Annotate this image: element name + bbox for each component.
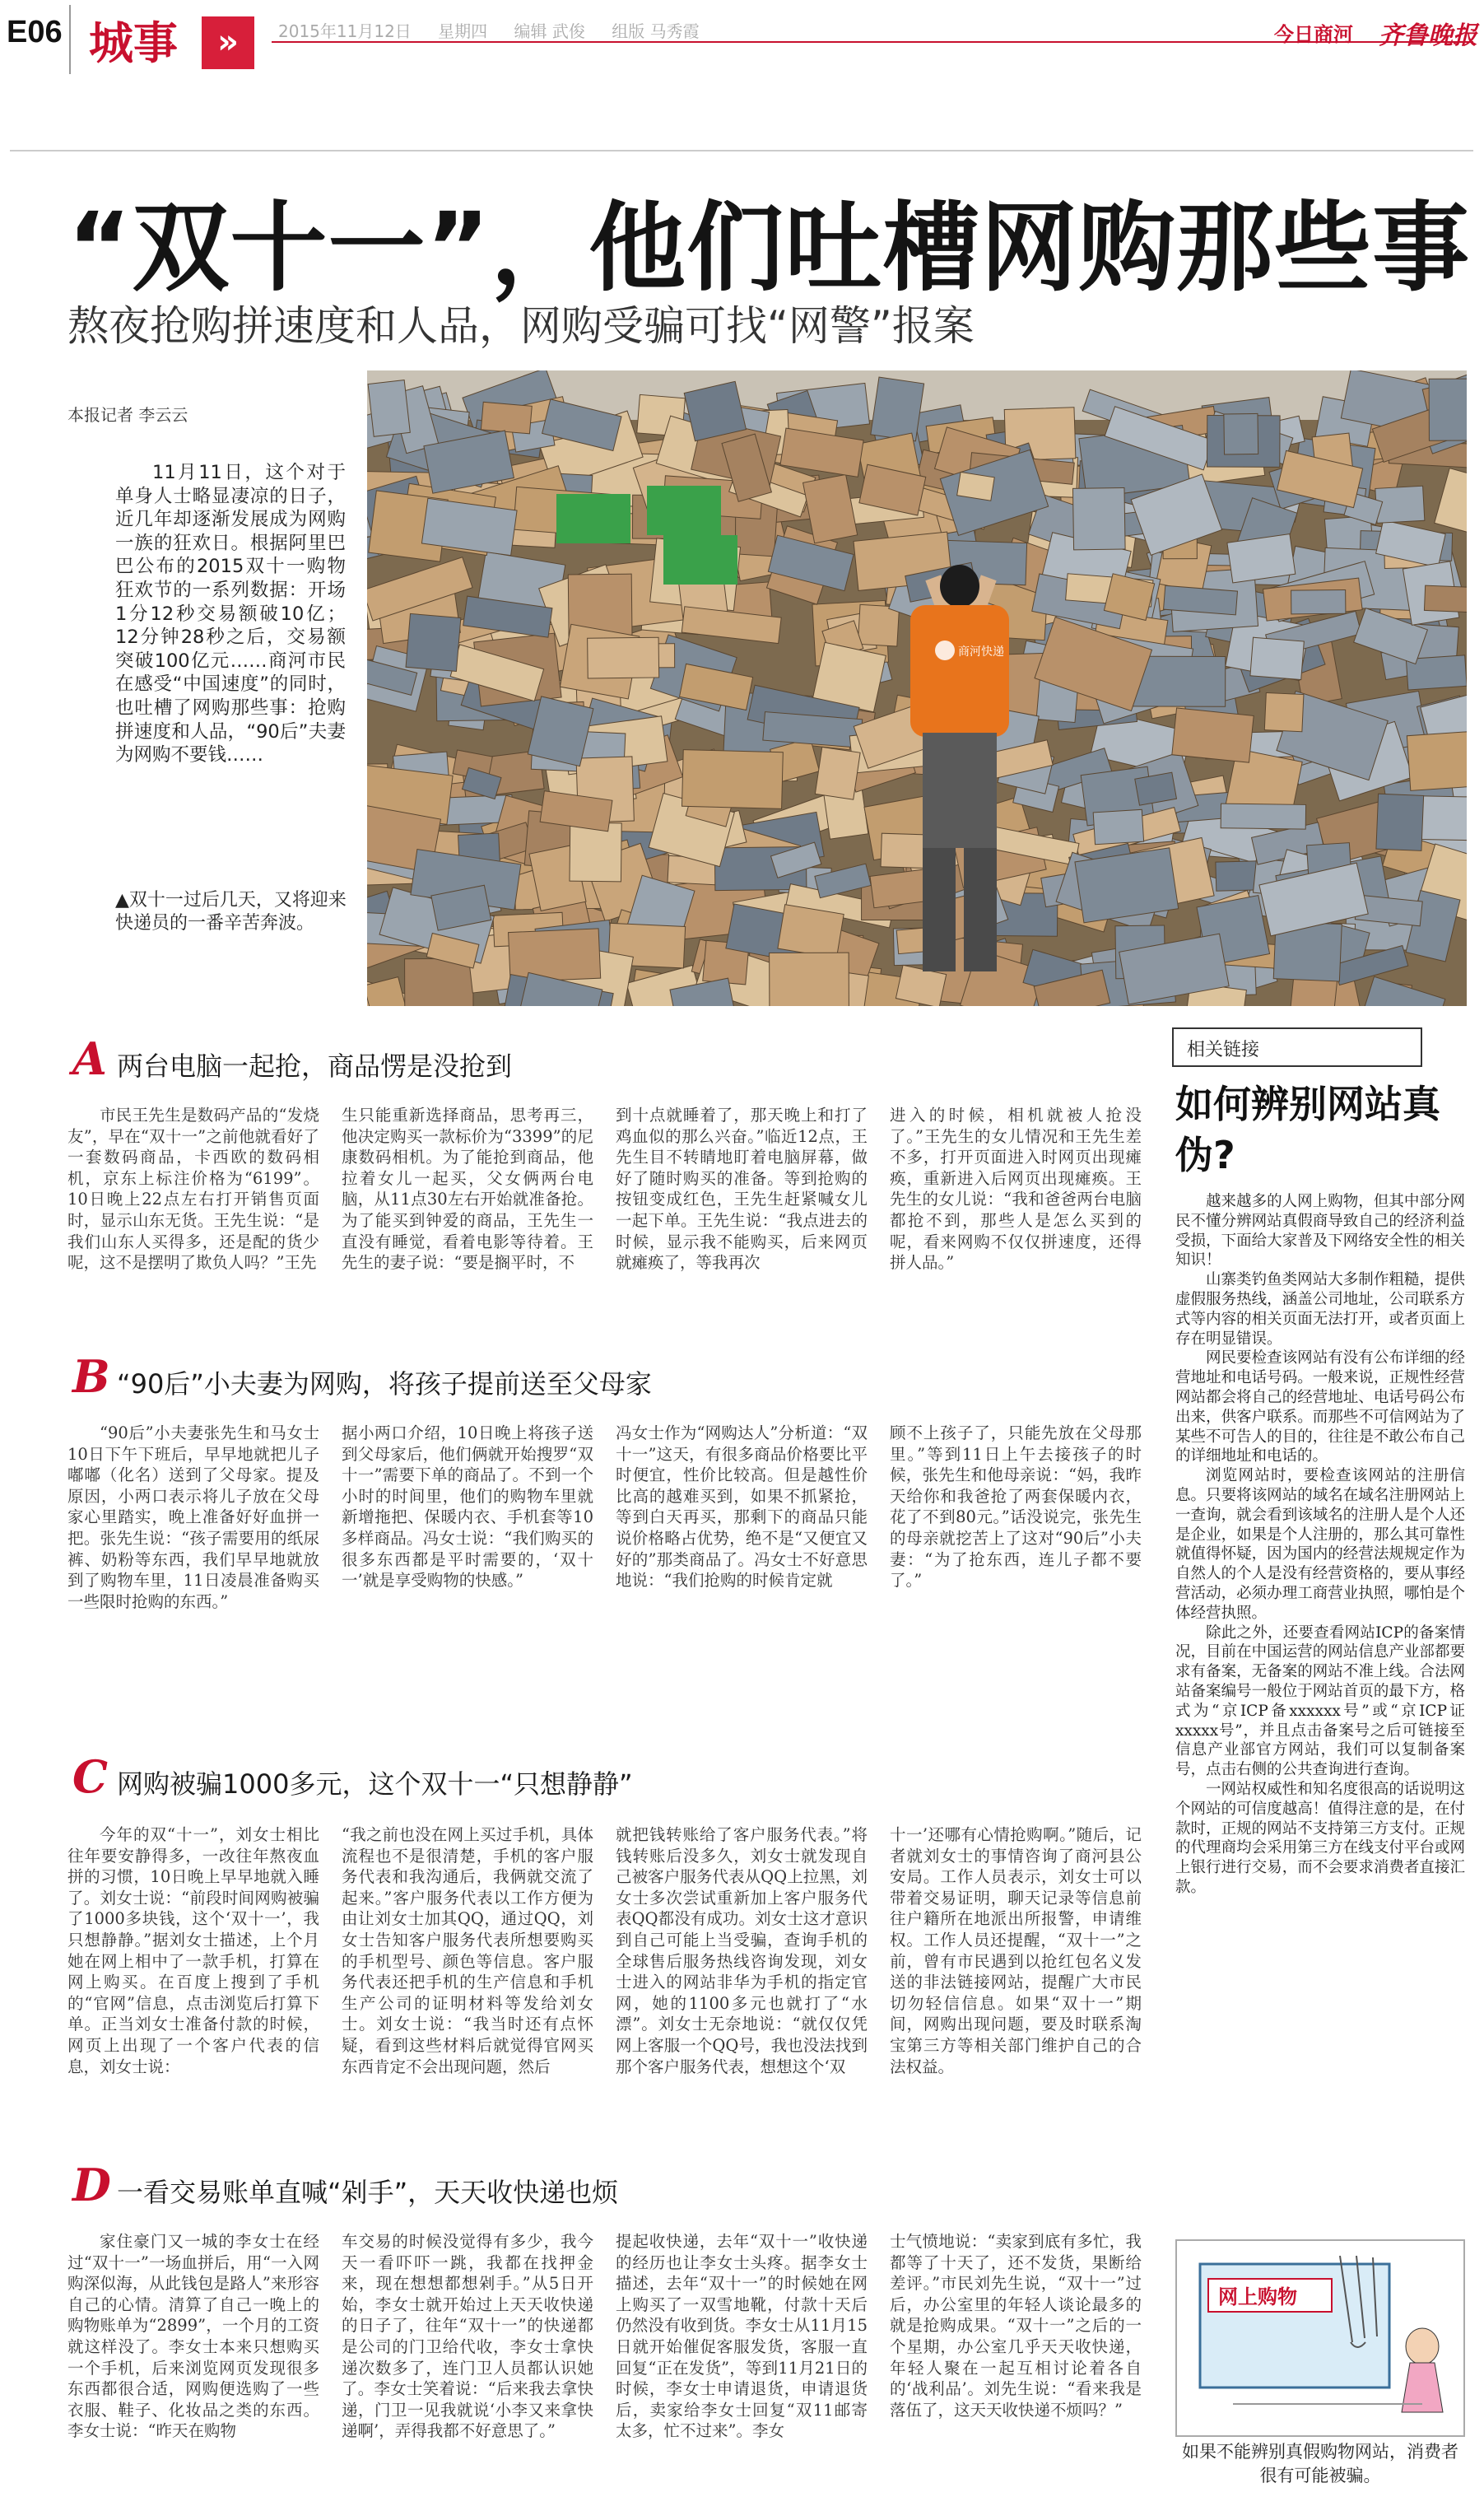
article-paragraph: 就把钱转账给了客户服务代表。”将钱转账后没多久，刘女士就发现自己被客户服务代表从QQ上拉黑，刘女士多次尝试重新加上客户服务代表QQ都没有成功。刘女士这才意识到自己可能上当受骗，查询手机的全球售后服务热线咨询发现，刘女士进入的网站非华为手机的指定官网，她的1100多元也就打了“水漂”。刘女士无奈地说：“就仅仅凭网上客服一个QQ号，我也没法找到那个客户服务代表，想想这个‘双 <box>616 1825 868 2076</box>
parcel-box <box>481 402 532 434</box>
parcel-box <box>1093 809 1143 844</box>
article-paragraph: 据小两口介绍，10日晚上将孩子送到父母家后，他们俩就开始搜罗“双十一”需要下单的商品了。不到一个小时的时间里，他们的购物车里就新增拖把、保暖内衣、手机套等10多样商品。冯女士说：“我们购买的很多东西都是平时需要的，‘双十一’就是享受购物的快感。” <box>342 1423 593 1591</box>
article-column <box>616 2231 868 2503</box>
article-column <box>616 1423 868 1686</box>
section-title: 一看交易账单直喊“剁手”，天天收快递也烦 <box>117 2177 619 2208</box>
sidebar-paragraph: 山寨类钓鱼类网站大多制作粗糙，提供虚假服务热线，涵盖公司地址，公司联系方式等内容的相关页面无法打开，或者页面上存在明显错误。 <box>1175 1271 1465 1348</box>
lead-paragraph: 11月11日，这个对于单身人士略显凄凉的日子，近几年却逐渐发展成为网购一族的狂欢日。根据阿里巴巴公布的2015双十一购物狂欢节的一系列数据：开场1分12秒交易额破10亿；12分钟28秒之后，交易额突破100亿元……商河市民在感受“中国速度”的同时，也吐槽了网购那些事：抢购拼速度和人品，“90后”夫妻为网购不要钱…… <box>115 462 346 766</box>
parcel-box <box>1072 487 1125 549</box>
section-letter-b: B <box>72 1350 110 1403</box>
article-column <box>342 1105 593 1307</box>
section-letter-c: C <box>72 1750 108 1803</box>
article-column <box>67 1423 319 1686</box>
byline: 本报记者 李云云 <box>67 405 188 425</box>
sidebar-body <box>1175 1192 1465 1898</box>
article-column <box>890 1423 1142 1686</box>
parcel-box <box>858 604 899 646</box>
section-arrow-icon: » <box>202 16 254 69</box>
page-number: E06 <box>7 15 63 49</box>
article-paragraph: “90后”小夫妻张先生和马女士10日下午下班后，早早地就把儿子嘟嘟（化名）送到了父母家。提及原因，小两口表示将儿子放在父母家心里踏实，晚上准备好好血拼一把。张先生说：“孩子需要用的纸尿裤、奶粉等东西，我们早早地就放到了购物车里，11日凌晨准备购买一些限时抢购的东西。” <box>67 1423 319 1611</box>
issue-weekday: 星期四 <box>438 21 488 41</box>
section-title: 网购被骗1000多元，这个双十一“只想静静” <box>117 1768 633 1800</box>
parcel-warehouse-photo <box>367 370 1467 1006</box>
article-column <box>342 1423 593 1686</box>
article-paragraph: 冯女士作为“网购达人”分析道：“双十一”这天，有很多商品价格要比平时便宜，性价比较高。但是越性价比高的越难买到，如果不抓紧抢，等到白天再买，那剩下的商品只能说价格略占优势，绝不是“又便宜又好的”那类商品了。冯女士不好意思地说：“我们抢购的时候肯定就 <box>616 1423 868 1591</box>
parcel-box <box>1376 794 1424 850</box>
related-link-label: 相关链接 <box>1187 1040 1260 1060</box>
parcel-box <box>1291 589 1346 613</box>
green-parcel <box>556 494 630 543</box>
parcel-box <box>368 380 410 437</box>
article-paragraph: 十一’还哪有心情抢购啊。”随后，记者就刘女士的事情咨询了商河县公安局。工作人员表示，刘女士可以带着交易证明，聊天记录等信息前往户籍所在地派出所报警，申请维权。工作人员还提醒，“双十一”之前，曾有市民遇到以抢红包名义发送的非法链接网站，提醒广大市民切勿轻信信息。如果“双十一”期间，网购出现问题，要及时联系淘宝第三方等相关部门维护自己的合法权益。 <box>890 1825 1142 2076</box>
section-name: 城事 <box>89 16 178 69</box>
article-paragraph: 市民王先生是数码产品的“发烧友”，早在“双十一”之前他就看好了一套数码商品，卡西欧的数码相机，京东上标注价格为“6199”。10日晚上22点左右打开销售页面时，显示山东无货。王先生说：“是我们山东人买得多，还是配的货少呢，这不是摆明了欺负人吗？”王先 <box>67 1106 319 1273</box>
layout-credit: 组版 马秀霞 <box>612 21 700 41</box>
parcel-box <box>1224 413 1258 454</box>
header-rule <box>10 150 1473 151</box>
parcel-box <box>588 637 659 678</box>
section-letter-d: D <box>72 2159 111 2211</box>
parcel-box <box>509 929 601 982</box>
parcel-box <box>1264 692 1304 731</box>
parcel-box <box>770 953 849 1006</box>
parcel-box <box>1227 534 1296 583</box>
parcel-box <box>1221 804 1305 829</box>
parcel-box <box>1375 486 1425 523</box>
shirt-logo-text: 商河快递 <box>958 645 1004 659</box>
sidebar-paragraph: 越来越多的人网上购物，但其中部分网民不懂分辨网站真假商导致自己的经济利益受损，下面给大家普及下网络安全性的相关知识！ <box>1175 1193 1465 1269</box>
masthead-divider <box>69 5 71 74</box>
article-paragraph: “我之前也没在网上买过手机，具体流程也不是很清楚，手机的客户服务代表和我沟通后，我俩就交流了起来。”客户服务代表以工作方便为由让刘女士加其QQ，通过QQ，刘女士告知客户服务代表所想要购买的手机型号、颜色等信息。客户服务代表还把手机的生产信息和手机生产公司的证明材料等发给刘女士。刘女士说：“我当时还有点怀疑，看到这些材料后就觉得官网买东西肯定不会出现问题，然后 <box>342 1825 593 2076</box>
masthead-info <box>278 18 721 42</box>
article-column <box>67 1824 319 2104</box>
green-parcel <box>663 535 737 585</box>
article-paragraph: 顾不上孩子了，只能先放在父母那里。”等到11日上午去接孩子的时候，张先生和他母亲说：“妈，我昨天给你和我爸抢了两套保暖内衣，花了不到80元。”话没说完，张先生的母亲就挖苦上了这对“90后”小夫妻：“为了抢东西，连儿子都不要了。” <box>890 1423 1142 1591</box>
sidebar-title: 如何辨别网站真伪? <box>1175 1082 1440 1177</box>
photo-caption: ▲双十一过后几天，又将迎来快递员的一番辛苦奔波。 <box>115 890 347 934</box>
parcel-box <box>1164 585 1238 615</box>
headline: “双十一”，他们吐槽网购那些事 <box>67 191 1471 305</box>
sidebar-paragraph: 除此之外，还要查看网站ICP的备案情况，目前在中国运营的网站信息产业部都要求有备案，无备案的网站不准上线。合法网站备案编号一般位于网站首页的最下方，格式为“京ICP备xxxxxx号”或“京ICP证xxxxx号”，并且点击备案号之后可链接至信息产业部官方网站，我们可以复制备案号，点击右侧的公共查询进行查询。 <box>1175 1624 1465 1779</box>
sidebar-paragraph: 网民要检查该网站有没有公布详细的经营地址和电话号码。一般来说，正规性经营网站都会将自己的经营地址、电话号码公布出来，供客户联系。而那些不可信网站为了某些不可告人的目的，往往是不敢公布自己的详细地址和电话的。 <box>1175 1349 1465 1465</box>
article-column <box>890 1824 1142 2104</box>
article-paragraph: 进入的时候，相机就被人抢没了。”王先生的女儿情况和王先生差不多，打开页面进入时网页出现瘫痪，重新进入后网页出现瘫痪。王先生的女儿说：“我和爸爸两台电脑都抢不到，那些人是怎么买到的呢，看来网购不仅仅拼速度，还得拼人品。” <box>890 1106 1142 1273</box>
online-shopping-cartoon <box>1175 2239 1465 2437</box>
cartoon-caption: 如果不能辨别真假购物网站，消费者很有可能被骗。 <box>1182 2442 1458 2485</box>
article-column <box>67 1105 319 1307</box>
newspaper-logo: 齐鲁晚报 <box>1379 21 1477 50</box>
parcel-box <box>815 747 860 799</box>
article-paragraph: 到十点就睡着了，那天晚上和打了鸡血似的那么兴奋。”临近12点，王先生目不转睛地盯着电脑屏幕，做好了随时购买的准备。等到抢购的按钮变成红色，王先生赶紧喊女儿一起下单。王先生说：“我点进去的时候，显示我不能购买，后来网页就瘫痪了，等我再次 <box>616 1106 868 1273</box>
parcel-box <box>1429 379 1467 440</box>
article-column <box>342 2231 593 2503</box>
parcel-box <box>1407 732 1467 791</box>
parcel-box <box>1250 637 1304 679</box>
parcel-box <box>1424 585 1467 613</box>
parcel-box <box>957 472 995 501</box>
issue-date: 2015年11月12日 <box>278 21 412 41</box>
parcel-box <box>570 822 621 882</box>
cartoon-sign-text: 网上购物 <box>1218 2285 1297 2308</box>
parcel-box <box>406 613 461 671</box>
parcel-box <box>871 377 924 441</box>
sidebar-paragraph: 浏览网站时，要检查该网站的注册信息。只要将该网站的域名在域名注册网站上一查询，就会看到该域名的注册人是个人还是企业，如果是个人注册的，那么其可靠性就值得怀疑，因为国内的经营法规规定作为自然人的个人是没有经营资格的，要从事经营活动，必须办理工商营业执照，哪怕是个体经营执照。 <box>1175 1467 1465 1622</box>
article-paragraph: 士气愤地说：“卖家到底有多忙，我都等了十天了，还不发货，果断给差评。”市民刘先生说，“双十一”过后，办公室里的年轻人谈论最多的就是抢购成果。“双十一”之后的一个星期，办公室几乎天天收快递，年轻人聚在一起互相讨论着各自的‘战利品’。刘先生说：“看来我是落伍了，这天天收快递不烦吗？” <box>890 2232 1142 2420</box>
green-parcel <box>647 486 721 535</box>
article-column <box>616 1824 868 2104</box>
article-column <box>67 2231 319 2503</box>
section-title: “90后”小夫妻为网购，将孩子提前送至父母家 <box>117 1368 652 1400</box>
parcel-box <box>1172 708 1254 762</box>
section-title: 两台电脑一起抢，商品愣是没抢到 <box>117 1051 513 1082</box>
article-paragraph: 家住豪门又一城的李女士在经过“双十一”一场血拼后，用“一入网购深似海，从此钱包是路人”来形容自己的心情。清算了自己一晚上的购物账单为“2899”，一个月的工资就这样没了。李女士本来只想购买一个手机，后来浏览网页发现很多东西都很合适，网购便选购了一些衣服、鞋子、化妆品之类的东西。李女士说：“昨天在购物 <box>67 2232 319 2441</box>
parcel-box <box>778 905 844 958</box>
editor-credit: 编辑 武俊 <box>514 21 585 41</box>
section-letter-a: A <box>72 1032 107 1085</box>
article-column <box>342 1824 593 2104</box>
sidebar-paragraph: 一网站权威性和知名度很高的话说明这个网站的可信度越高！值得注意的是，在付款时，正规的网站不支持第三方支付。正规的代理商均会采用第三方在线支付平台或网上银行进行交易，而不会要求消费者直接汇款。 <box>1175 1780 1465 1896</box>
article-paragraph: 车交易的时候没觉得有多少，我今天一看吓吓一跳，我都在找押金来，现在想想都想剁手。”从5日开始，李女士就开始过上天天收快递的日子了，往年“双十一”的快递都是公司的门卫给代收，李女士拿快递次数多了，连门卫人员都认识她了。李女士笑着说：“后来我去拿快递，门卫一见我就说‘小李又来拿快递啊’，弄得我都不好意思了。” <box>342 2232 593 2441</box>
article-paragraph: 生只能重新选择商品，思考再三，他决定购买一款标价为“3399”的尼康数码相机。为了能抢到商品，他拉着女儿一起买，父女俩两台电脑，从11点30左右开始就准备抢。为了能买到钟爱的商品，王先生一直没有睡觉，看着电影等待着。王先生的妻子说：“要是搁平时，不 <box>342 1106 593 1273</box>
article-paragraph: 提起收快递，去年“双十一”收快递的经历也让李女士头疼。据李女士描述，去年“双十一”的时候她在网上购买了一双雪地靴，付款十天后仍然没有收到货。李女士从11月15日就开始催促客服发货，客服一直回复“正在发货”，等到11月21日的时候，李女士申请退货，申请退货后，卖家给李女士回复“双11邮寄太多，忙不过来”。李女 <box>616 2232 868 2441</box>
subheadline: 熬夜抢购拼速度和人品，网购受骗可找“网警”报案 <box>67 302 975 350</box>
article-paragraph: 今年的双“十一”，刘女士相比往年要安静得多，一改往年熬夜血拼的习惯，10日晚上早早地就入睡了。刘女士说：“前段时间网购被骗了1000多块钱，这个‘双十一’，我只想静静。”据刘女士描述，上个月她在网上相中了一款手机，打算在网上购买。在百度上搜到了手机的“官网”信息，点击浏览后打算下单。正当刘女士准备付款的时候，网页上出现了一个客户代表的信息，刘女士说： <box>67 1825 319 2076</box>
article-column <box>890 1105 1142 1307</box>
article-column <box>890 2231 1142 2503</box>
parcel-box <box>682 750 783 809</box>
brand-label: 今日商河 <box>1274 23 1353 46</box>
article-column <box>616 1105 868 1307</box>
warehouse-photo-graphic <box>367 370 1467 1006</box>
